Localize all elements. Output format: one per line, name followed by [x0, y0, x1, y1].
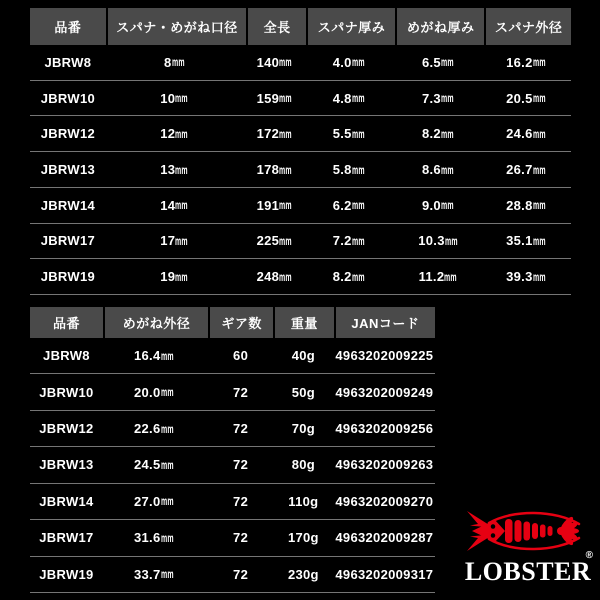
table-cell: 8.6 mm [421, 162, 454, 178]
table-cell: 170g [287, 530, 319, 546]
product-number-cell: JBRW8 [44, 54, 92, 70]
table-cell: 17 mm [160, 233, 189, 249]
table-row [30, 224, 571, 260]
table-cell: 40g [291, 348, 316, 364]
table-cell: 225 mm [256, 233, 292, 249]
mm-unit: mm [279, 55, 292, 70]
table-row [30, 188, 571, 224]
table-cell: 31.6 mm [134, 530, 174, 546]
table-cell: 72 [233, 530, 249, 546]
mm-unit: mm [160, 385, 174, 400]
table-cell: 80g [291, 457, 316, 473]
mm-unit: mm [175, 162, 189, 177]
product-number-cell: JBRW13 [39, 457, 94, 473]
table-cell: 5.8 mm [332, 162, 365, 178]
dimensions-table [30, 8, 571, 295]
header-cell: スパナ厚み [306, 8, 395, 45]
product-number-cell: JBRW14 [39, 493, 94, 509]
mm-unit: mm [175, 233, 189, 248]
mm-unit: mm [279, 233, 292, 248]
header-cell: スパナ・めがね口径 [106, 8, 247, 45]
mm-unit: mm [279, 198, 292, 213]
header-cell: JANコード [334, 307, 435, 338]
table-cell: 6.5 mm [421, 54, 454, 70]
table-cell: 7.3 mm [421, 90, 454, 106]
header-cell: めがね外径 [103, 307, 208, 338]
mm-unit: mm [351, 91, 365, 106]
table-cell: 27.0 mm [134, 493, 174, 509]
product-number-cell: JBRW8 [43, 348, 90, 364]
table-cell: 70g [291, 421, 316, 437]
table-cell: 4963202009317 [335, 566, 434, 582]
mm-unit: mm [444, 269, 458, 284]
table-cell: 26.7 mm [506, 162, 546, 178]
table-row [30, 557, 435, 593]
table-cell: 4.8 mm [332, 90, 365, 106]
table-cell: 72 [233, 493, 249, 509]
lobster-icon [461, 506, 595, 556]
table-cell: 7.2 mm [332, 233, 365, 249]
mm-unit: mm [160, 421, 174, 436]
table-cell: 8.2 mm [421, 126, 454, 142]
table-cell: 11.2 mm [418, 269, 458, 285]
mm-unit: mm [532, 198, 546, 213]
table-cell: 159 mm [256, 90, 292, 106]
mm-unit: mm [279, 91, 292, 106]
mm-unit: mm [160, 530, 174, 545]
mm-unit: mm [532, 55, 546, 70]
lobster-logo [458, 506, 598, 596]
header-cell: 全長 [246, 8, 306, 45]
product-number-cell: JBRW17 [40, 233, 96, 249]
table-cell: 230g [287, 566, 319, 582]
mm-unit: mm [351, 269, 365, 284]
table-cell: 22.6 mm [134, 421, 174, 437]
mm-unit: mm [351, 55, 365, 70]
table-cell: 24.5 mm [134, 457, 174, 473]
table-cell: 14 mm [160, 197, 189, 213]
table-cell: 16.4 mm [134, 348, 174, 364]
table-cell: 39.3 mm [506, 269, 546, 285]
table-row [30, 411, 435, 447]
table-cell: 12 mm [160, 126, 189, 142]
header-cell: 品番 [54, 20, 82, 35]
product-number-cell: JBRW17 [39, 530, 94, 546]
header-cell: ギア数 [208, 307, 273, 338]
table-cell: 5.5 mm [332, 126, 365, 142]
mm-unit: mm [351, 126, 365, 141]
mm-unit: mm [160, 567, 174, 582]
table-row [30, 520, 435, 556]
table-header-row [30, 8, 571, 45]
table-cell: 191 mm [256, 197, 292, 213]
table-cell: 60 [233, 348, 249, 364]
mm-unit: mm [175, 269, 189, 284]
product-number-cell: JBRW13 [40, 162, 96, 178]
table-cell: 178 mm [256, 162, 292, 178]
mm-unit: mm [279, 162, 292, 177]
table-row [30, 116, 571, 152]
mm-unit: mm [440, 91, 454, 106]
table-body [30, 338, 435, 593]
table-cell: 4963202009225 [335, 348, 434, 364]
mm-unit: mm [279, 126, 292, 141]
mm-unit: mm [532, 162, 546, 177]
table-cell: 72 [233, 457, 249, 473]
table-row [30, 484, 435, 520]
mm-unit: mm [175, 91, 189, 106]
table-cell: 8 mm [164, 54, 185, 70]
table-cell: 4963202009256 [335, 421, 434, 437]
weight-jan-table [30, 307, 435, 593]
mm-unit: mm [171, 55, 185, 70]
table-cell: 35.1 mm [506, 233, 546, 249]
product-number-cell: JBRW19 [39, 566, 94, 582]
table-cell: 13 mm [160, 162, 189, 178]
mm-unit: mm [279, 269, 292, 284]
table-row [30, 447, 435, 483]
mm-unit: mm [175, 126, 189, 141]
table-row [30, 259, 571, 295]
mm-unit: mm [532, 233, 546, 248]
product-number-cell: JBRW12 [40, 126, 96, 142]
table-row [30, 81, 571, 117]
header-cell: 品番 [52, 316, 80, 331]
mm-unit: mm [351, 233, 365, 248]
table-cell: 4963202009270 [335, 493, 434, 509]
table-cell: 140 mm [256, 54, 292, 70]
table-cell: 248 mm [256, 269, 292, 285]
product-number-cell: JBRW12 [39, 421, 94, 437]
mm-unit: mm [444, 233, 458, 248]
table-cell: 4.0 mm [332, 54, 365, 70]
mm-unit: mm [440, 126, 454, 141]
table-cell: 172 mm [256, 126, 292, 142]
product-number-cell: JBRW14 [40, 197, 96, 213]
mm-unit: mm [160, 494, 174, 509]
mm-unit: mm [440, 198, 454, 213]
table-row [30, 374, 435, 410]
table-cell: 110g [288, 493, 319, 509]
table-cell: 19 mm [160, 269, 189, 285]
table-cell: 4963202009249 [335, 384, 434, 400]
table-row [30, 45, 571, 81]
mm-unit: mm [440, 55, 454, 70]
table-cell: 9.0 mm [421, 197, 454, 213]
product-number-cell: JBRW19 [40, 269, 96, 285]
table-cell: 10 mm [160, 90, 189, 106]
mm-unit: mm [440, 162, 454, 177]
table-cell: 20.0 mm [134, 384, 174, 400]
mm-unit: mm [532, 126, 546, 141]
table-cell: 6.2 mm [332, 197, 365, 213]
table-cell: 72 [233, 566, 249, 582]
table-row [30, 338, 435, 374]
table-cell: 50g [291, 384, 316, 400]
registered-trademark-symbol: ® [585, 550, 593, 561]
table-cell: 20.5 mm [506, 90, 546, 106]
table-body [30, 45, 571, 295]
table-cell: 72 [233, 421, 249, 437]
mm-unit: mm [175, 198, 189, 213]
table-cell: 28.8 mm [506, 197, 546, 213]
table-cell: 10.3 mm [418, 233, 458, 249]
brand-name: LOBSTER [464, 557, 592, 586]
table-header-row [30, 307, 435, 338]
mm-unit: mm [351, 198, 365, 213]
mm-unit: mm [160, 348, 174, 363]
product-number-cell: JBRW10 [39, 384, 94, 400]
table-cell: 72 [233, 384, 249, 400]
header-cell: 重量 [273, 307, 334, 338]
table-cell: 8.2 mm [332, 269, 365, 285]
table-cell: 33.7 mm [134, 566, 174, 582]
header-cell: めがね厚み [395, 8, 484, 45]
table-cell: 4963202009287 [335, 530, 434, 546]
product-number-cell: JBRW10 [40, 90, 96, 106]
mm-unit: mm [351, 162, 365, 177]
header-cell: スパナ外径 [484, 8, 571, 45]
mm-unit: mm [532, 269, 546, 284]
mm-unit: mm [160, 457, 174, 472]
table-cell: 4963202009263 [335, 457, 434, 473]
mm-unit: mm [532, 91, 546, 106]
table-cell: 16.2 mm [506, 54, 546, 70]
table-cell: 24.6 mm [506, 126, 546, 142]
table-row [30, 152, 571, 188]
